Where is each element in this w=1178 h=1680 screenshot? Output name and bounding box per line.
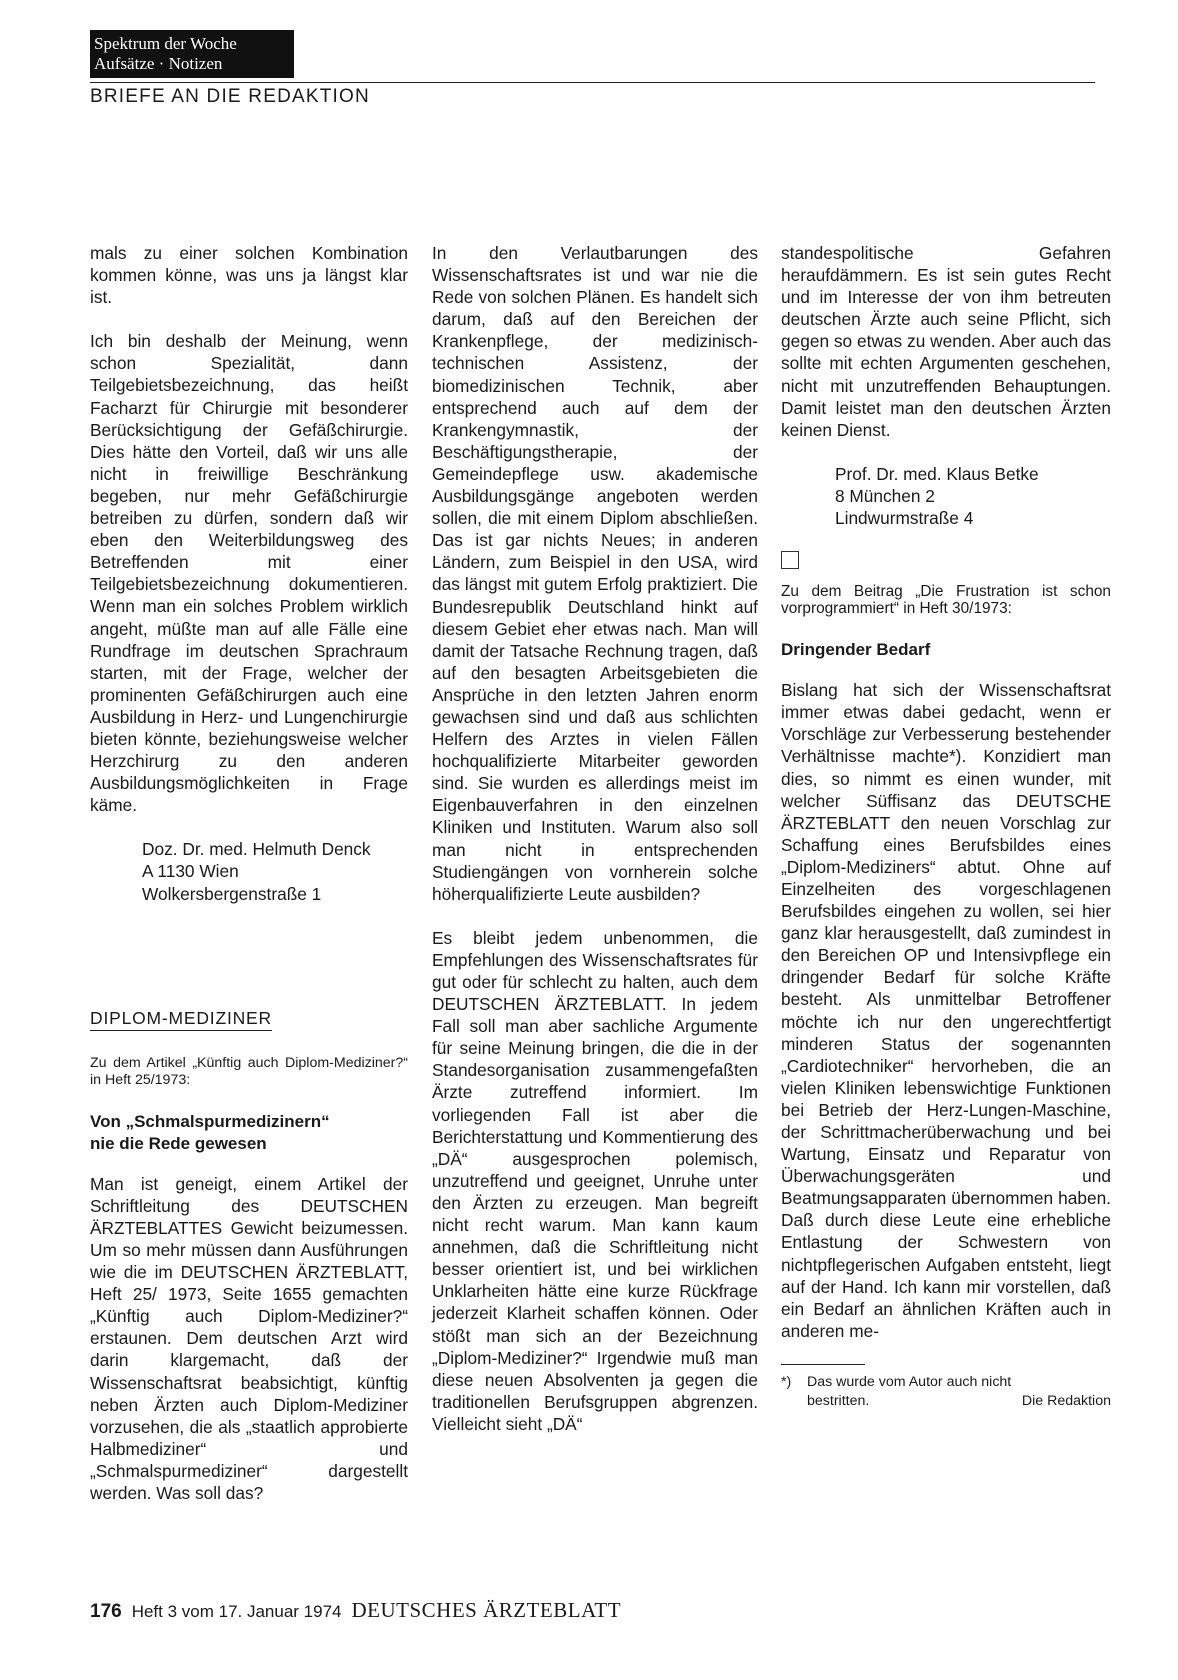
col2-paragraph-1: In den Verlautbarungen des Wissenschaftsrates ist und war nie die Rede von solchen Plänen. Es handelt sich darum, daß auf den Bereichen der Krankenpflege, der medizinisch-technischen Assistenz, der biomedizinischen Technik, aber entsprechend auch auf dem der Krankengymnastik, der Beschäftigungstherapie, der Gemeindepflege usw. akademische Ausbildungsgänge angeboten werden sollen, die mit einem Diplom abschließen. Das ist gar nichts Neues; in anderen Ländern, zum Beispiel in den USA, wird das längst mit gutem Erfolg praktiziert. Die Bundesrepublik Deutschland hinkt auf diesem Gebiet eher etwas nach. Man will damit der Tatsache Rechnung tragen, daß auf den besagten Arbeitsgebieten die Ansprüche in den letzten Jahren enorm gewachsen sind und daß aus schlichten Helfern des Arztes in vielen Fällen hochqualifizierte Mitarbeiter geworden sind. Sie wurden es allerdings meist im Eigenbauverfahren in den einzelnen Kliniken und Instituten. Warum also soll man nicht in entsprechenden Studiengängen von vornherein solche höherqualifizierte Leute ausbilden? [432, 243, 758, 904]
rubric-diplom-mediziner: DIPLOM-MEDIZINER [90, 1007, 272, 1031]
footnote [781, 1373, 1111, 1411]
signature-denck [90, 838, 408, 904]
page-footer [90, 1598, 621, 1623]
footnote-mark: *) [781, 1373, 792, 1390]
headline-line-2: nie die Rede gewesen [90, 1133, 267, 1153]
column-2 [432, 242, 758, 1457]
signature-city: A 1130 Wien [142, 861, 239, 882]
section-title: BRIEFE AN DIE REDAKTION [90, 86, 370, 107]
footnote-rule [781, 1364, 865, 1365]
col1-paragraph-3: Man ist geneigt, einem Artikel der Schriftleitung des DEUTSCHEN ÄRZTEBLATTES Gewicht beizumessen. Um so mehr müssen dann Ausführungen wie die im DEUTSCHEN ÄRZTEBLATT, Heft 25/ 1973, Seite 1655 gemachten „Künftig auch Diplom-Mediziner?“ erstaunen. Dem deutschen Arzt wird darin klargemacht, daß der Wissenschaftsrat beabsichtigt, künftig neben Ärzten auch Diplom-Mediziner vorzusehen, die als „staatlich approbierte Halbmediziner“ und „Schmalspurmediziner“ dargestellt werden. Was soll das? [90, 1173, 408, 1504]
header-rule [90, 82, 1095, 83]
letter-headline [90, 1111, 408, 1155]
page-number: 176 [90, 1601, 122, 1622]
signature-name: Doz. Dr. med. Helmuth Denck [142, 839, 371, 860]
footnote-text: Das wurde vom Autor auch nicht [807, 1373, 1012, 1390]
signature-name: Prof. Dr. med. Klaus Betke [835, 463, 1039, 484]
issue-info: Heft 3 vom 17. Januar 1974 [131, 1602, 342, 1621]
signature-street: Wolkersbergenstraße 1 [142, 883, 322, 904]
signature-street: Lindwurmstraße 4 [835, 508, 974, 529]
col3-paragraph-2: Bislang hat sich der Wissenschaftsrat immer etwas dabei gedacht, wenn er Vorschläge zur Verbesserung bestehender Verhältnisse machte*). Konzidiert man dies, so nimmt es einen wunder, mit welcher Süffisanz das DEUTSCHE ÄRZTEBLATT den neuen Vorschlag zur Schaffung eines Berufsbildes eines „Diplom-Mediziners“ abtut. Ohne auf Einzelheiten des vorgeschlagenen Berufsbildes eingehen zu wollen, sei hier ganz klar herausgestellt, daß zumindest in den Bereichen OP und Intensivpflege ein dringender Bedarf für solche Kräfte besteht. Als unmittelbar Betroffener möchte ich nur den ungerechtfertigt minderen Status der sogenannten „Cardiotechniker“ hervorheben, die an vielen Kliniken lebenswichtige Funktionen bei Betrieb der Herz-Lungen-Maschine, der Schrittmacherüberwachung und bei Wartung, Einsatz und Reparatur von Überwachungsgeräten und Beatmungsapparaten übernommen haben. Daß durch diese Leute eine erhebliche Entlastung der Schwestern von nichtpflegerischen Aufgaben entsteht, liegt auf der Hand. Ich kann mir vorstellen, daß ein Bedarf an ähnlichen Kräften auch in anderen me- [781, 680, 1111, 1341]
footnote-signature: Die Redaktion [1021, 1392, 1111, 1409]
column-3 [781, 242, 1111, 1411]
col3-paragraph-1: standespolitische Gefahren heraufdämmern. Es ist sein gutes Recht und im Interesse der von ihm betreuten deutschen Ärzte auch seine Pflicht, sich gegen so etwas zu wenden. Aber auch das sollte mit echten Argumenten geschehen, nicht mit unzutreffenden Behauptungen. Damit leistet man den deutschen Ärzten keinen Dienst. [781, 243, 1111, 440]
col2-paragraph-2: Es bleibt jedem unbenommen, die Empfehlungen des Wissenschaftsrates für gut oder für schlecht zu halten, auch dem DEUTSCHEN ÄRZTEBLATT. In jedem Fall soll man aber sachliche Argumente für seine Meinung bringen, die die in der Standesorganisation zusammengefaßten Ärzte zutreffend informiert. Im vorliegenden Fall ist aber die Berichterstattung und Kommentierung des „DÄ“ ausgesprochen polemisch, unzutreffend und geeignet, Unruhe unter den Ärzten zu erzeugen. Man begreift nicht recht warum. Man kann kaum annehmen, daß die Schriftleitung nicht besser orientiert ist, und bei wirklichen Unklarheiten hätte eine kurze Rückfrage jederzeit Klarheit schaffen können. Oder stößt man sich an der Bezeichnung „Diplom-Mediziner?“ Irgendwie muß man diese neuen Absolventen ja gegen die traditionellen Berufsgruppen abgrenzen. Vielleicht sieht „DÄ“ [432, 927, 758, 1434]
header-box-line2: Aufsätze · Notizen [94, 54, 223, 73]
letter-headline: Dringender Bedarf [781, 640, 931, 660]
magazine-name: DEUTSCHES ÄRZTEBLATT [351, 1598, 622, 1622]
headline-line-1: Von „Schmalspurmedizinern“ [90, 1111, 330, 1131]
footnote-text-2: bestritten. [807, 1392, 870, 1409]
signature-city: 8 München 2 [835, 485, 935, 506]
article-reference: Zu dem Beitrag „Die Frustration ist schon vorprogrammiert“ in Heft 30/1973: [781, 583, 1111, 618]
header-box-line1: Spektrum der Woche [94, 34, 237, 53]
col1-paragraph-2: Ich bin deshalb der Meinung, wenn schon Spezialität, dann Teilgebietsbezeichnung, das heißt Facharzt für Chirurgie mit besonderer Berücksichtigung der Gefäßchirurgie. Dies hätte den Vorteil, daß wir uns alle nicht in freiwillige Beschränkung begeben, nur mehr Gefäßchirurgie betreiben zu dürfen, sondern daß wir eben den Weiterbildungsweg des Betreffenden mit einer Teilgebietsbezeichnung dokumentieren. Wenn man ein solches Problem wirklich angeht, müßte man auf alle Fälle eine Rundfrage im deutschen Sprachraum starten, mit der Frage, welcher der prominenten Gefäßchirurgen auch eine Ausbildung in Herz- und Lungenchirurgie bieten könnte, beziehungsweise welcher Herzchirurg zu den anderen Ausbildungsmöglichkeiten in Frage käme. [90, 331, 408, 816]
section-separator-box-icon [781, 551, 799, 569]
article-reference: Zu dem Artikel „Künftig auch Diplom-Mediziner?“ in Heft 25/1973: [90, 1054, 408, 1088]
column-1 [90, 242, 408, 1526]
signature-betke [781, 463, 1111, 529]
col1-paragraph-1: mals zu einer solchen Kombination kommen könne, was uns ja längst klar ist. [90, 243, 408, 308]
section-header-box [90, 30, 294, 78]
